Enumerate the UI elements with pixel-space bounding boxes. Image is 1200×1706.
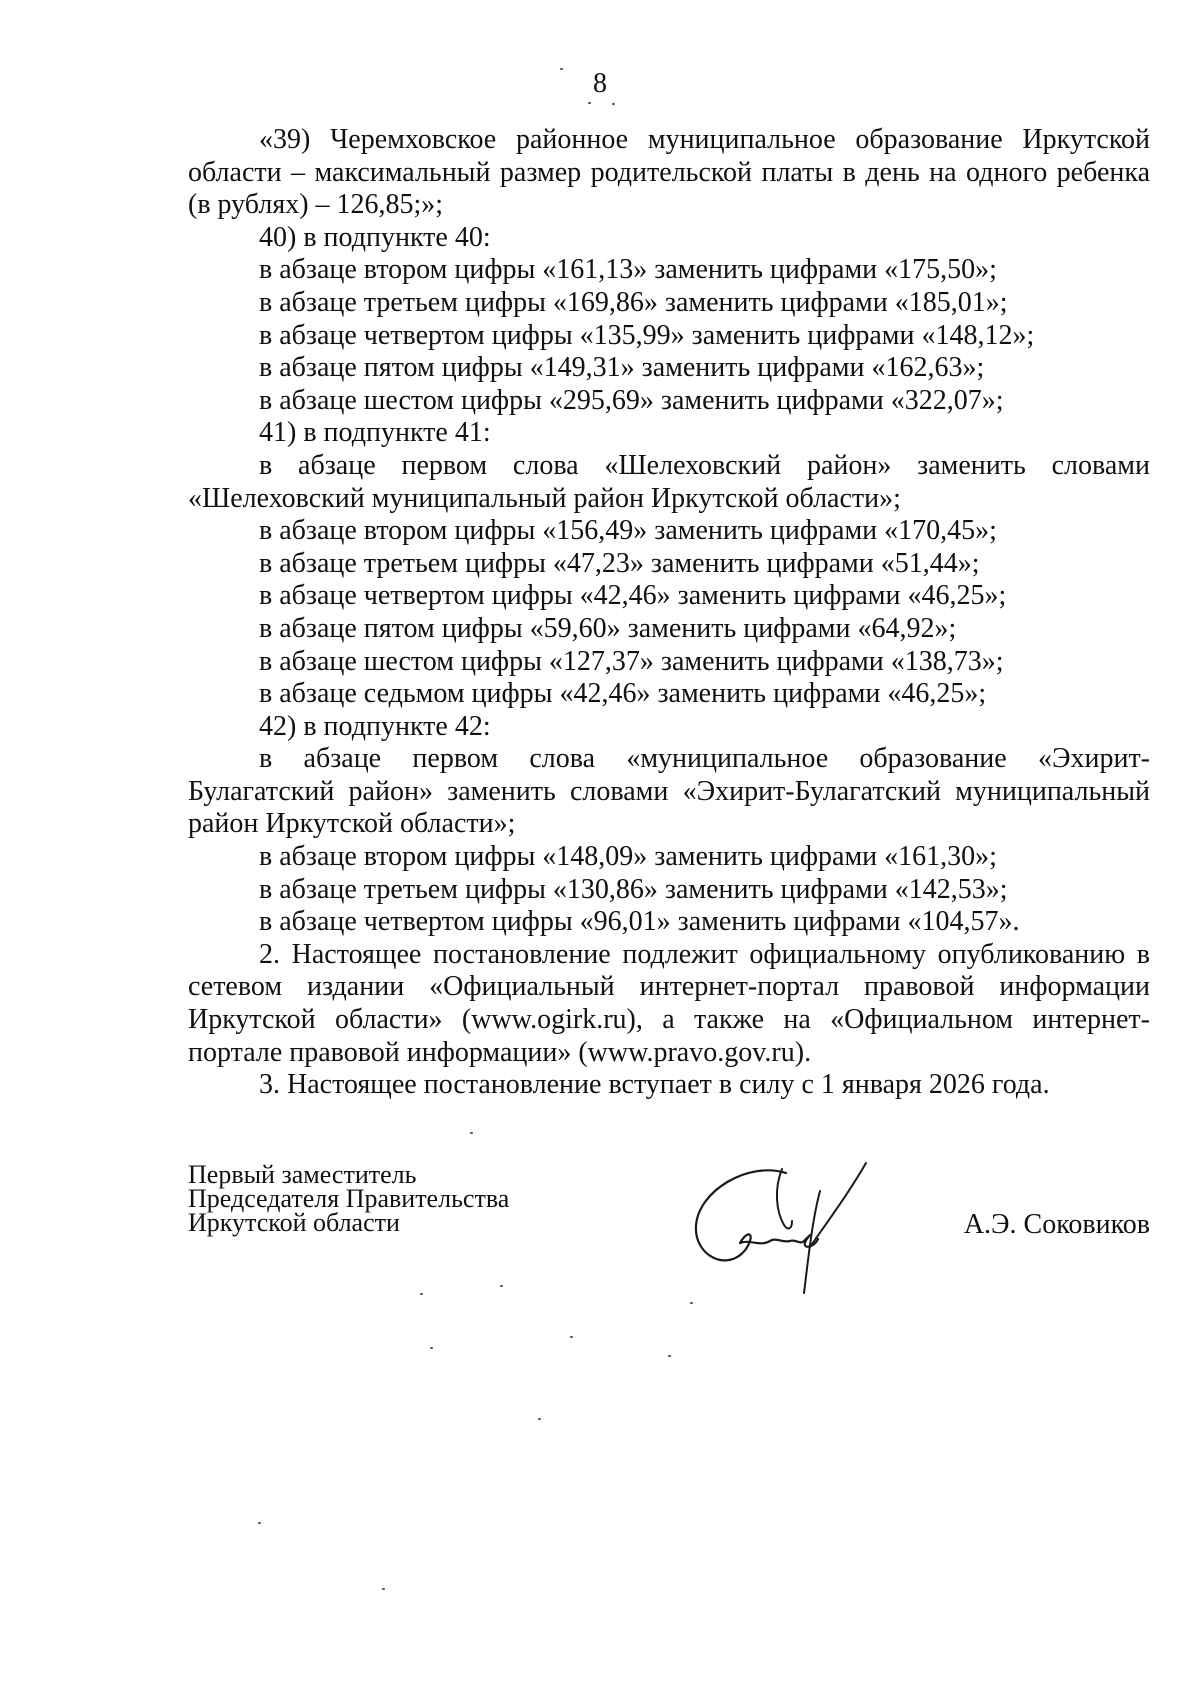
scan-speck bbox=[430, 1347, 433, 1349]
scan-speck bbox=[470, 1132, 473, 1134]
scan-speck bbox=[560, 68, 563, 70]
scan-speck bbox=[538, 1418, 541, 1420]
paragraph-amendment: в абзаце первом слова «муниципальное образование «Эхирит-Булагатский район» заменить словами «Эхирит-Булагатский муниципальный район Иркутской области»; bbox=[188, 743, 1150, 840]
paragraph-amendment: в абзаце четвертом цифры «135,99» заменить цифрами «148,12»; bbox=[259, 319, 1035, 351]
paragraph-clause-2: 2. Настоящее постановление подлежит официальному опубликованию в сетевом издании «Официальный интернет-портал правовой информации Иркутской области» (www.ogirk.ru), а также на «Официальном интернет-портале правовой информации» (www.pravo.gov.ru). bbox=[188, 938, 1150, 1068]
paragraph-amendment: в абзаце втором цифры «148,09» заменить цифрами «161,30»; bbox=[259, 841, 997, 873]
paragraph-amendment: в абзаце пятом цифры «149,31» заменить цифрами «162,63»; bbox=[259, 352, 985, 384]
paragraph-subitem-40: 40) в подпункте 40: bbox=[259, 221, 491, 253]
paragraph-item-39: «39) Черемховское районное муниципальное образование Иркутской области – максимальный размер родительской платы в день на одного ребенка (в рублях) – 126,85;»; bbox=[188, 124, 1150, 221]
signer-position-line: Председателя Правительства bbox=[188, 1184, 510, 1213]
handwritten-signature bbox=[678, 1151, 878, 1301]
scan-speck bbox=[500, 1285, 503, 1287]
scan-speck bbox=[570, 1336, 573, 1338]
paragraph-amendment: в абзаце третьем цифры «130,86» заменить цифрами «142,53»; bbox=[259, 873, 1008, 905]
scan-speck bbox=[420, 1293, 423, 1295]
paragraph-clause-3: 3. Настоящее постановление вступает в силу с 1 января 2026 года. bbox=[259, 1069, 1050, 1101]
paragraph-amendment: в абзаце шестом цифры «127,37» заменить цифрами «138,73»; bbox=[259, 645, 1004, 677]
scan-speck bbox=[612, 103, 615, 105]
scan-speck bbox=[690, 1302, 693, 1304]
page-number: 8 bbox=[593, 68, 607, 99]
scan-speck bbox=[588, 102, 591, 104]
paragraph-amendment: в абзаце четвертом цифры «42,46» заменить цифрами «46,25»; bbox=[259, 580, 1007, 612]
paragraph-amendment: в абзаце седьмом цифры «42,46» заменить цифрами «46,25»; bbox=[259, 678, 987, 710]
paragraph-amendment: в абзаце втором цифры «156,49» заменить цифрами «170,45»; bbox=[259, 515, 997, 547]
scan-speck bbox=[258, 1522, 261, 1524]
scan-speck bbox=[668, 1355, 671, 1357]
signature-block bbox=[188, 1160, 1150, 1303]
paragraph-amendment: в абзаце шестом цифры «295,69» заменить цифрами «322,07»; bbox=[259, 384, 1004, 416]
paragraph-amendment: в абзаце третьем цифры «47,23» заменить цифрами «51,44»; bbox=[259, 547, 980, 579]
paragraph-subitem-42: 42) в подпункте 42: bbox=[259, 710, 491, 742]
paragraph-amendment: в абзаце втором цифры «161,13» заменить цифрами «175,50»; bbox=[259, 254, 997, 286]
scan-speck bbox=[382, 1588, 385, 1590]
paragraph-amendment: в абзаце третьем цифры «169,86» заменить цифрами «185,01»; bbox=[259, 286, 1008, 318]
paragraph-amendment: в абзаце первом слова «Шелеховский район» заменить словами «Шелеховский муниципальный район Иркутской области»; bbox=[188, 449, 1150, 514]
document-body bbox=[188, 124, 1150, 1102]
paragraph-amendment: в абзаце пятом цифры «59,60» заменить цифрами «64,92»; bbox=[259, 612, 957, 644]
signer-name: А.Э. Соковиков bbox=[963, 1209, 1150, 1240]
paragraph-amendment: в абзаце четвертом цифры «96,01» заменить цифрами «104,57». bbox=[259, 906, 1020, 938]
signer-position-line: Первый заместитель bbox=[188, 1160, 417, 1189]
signer-position bbox=[188, 1160, 510, 1237]
signer-position-line: Иркутской области bbox=[188, 1208, 400, 1237]
paragraph-subitem-41: 41) в подпункте 41: bbox=[259, 417, 491, 449]
